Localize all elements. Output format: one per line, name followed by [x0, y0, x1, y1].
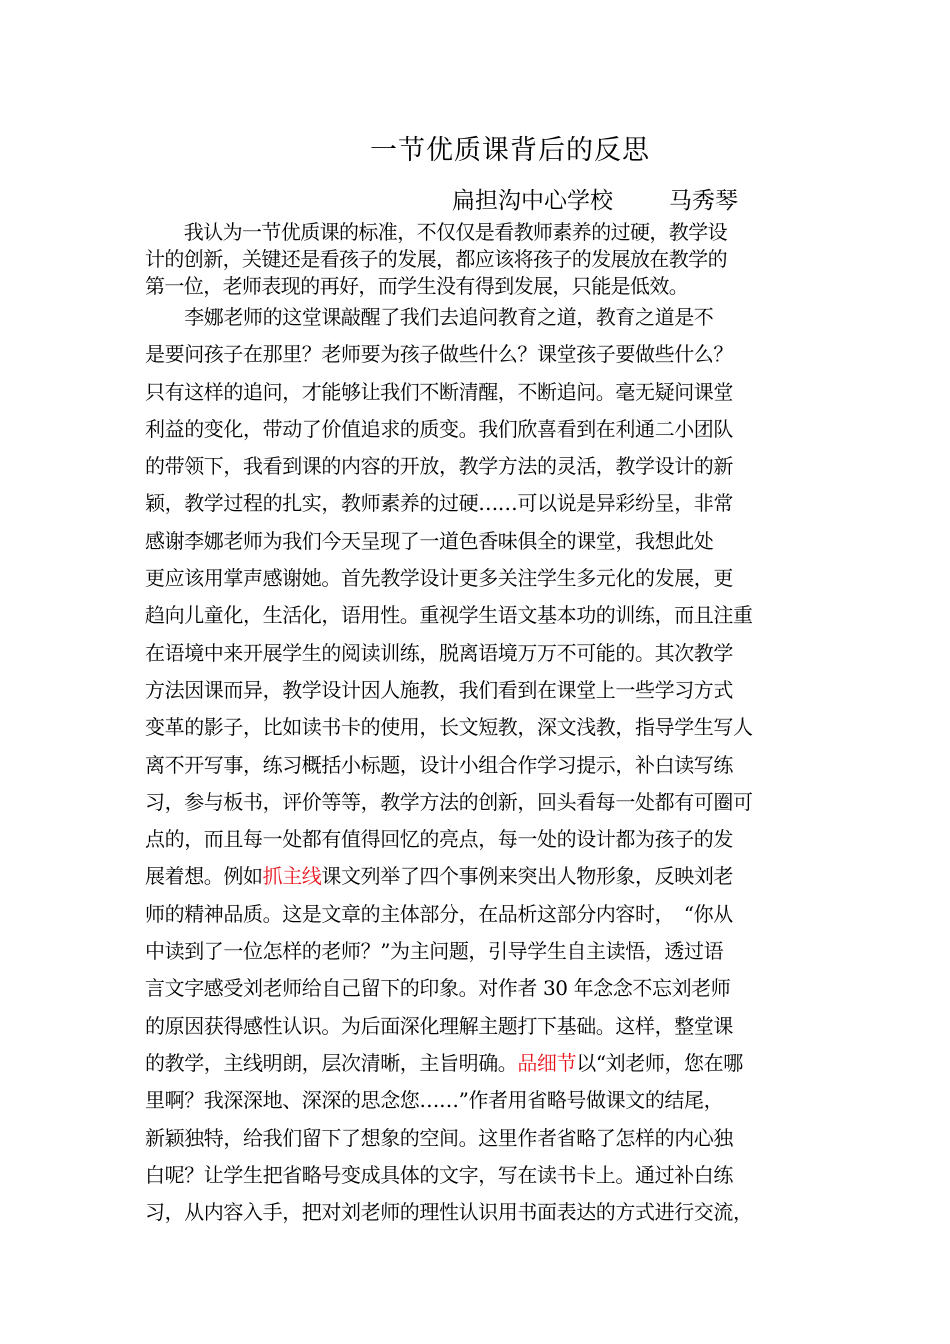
body-line: 的带领下，我看到课的内容的开放，教学方法的灵活，教学设计的新 — [145, 454, 733, 479]
body-line: 变革的影子，比如读书卡的使用，长文短教，深文浅教，指导学生写人 — [145, 715, 753, 740]
highlight-keyword: 品细节 — [517, 1050, 577, 1075]
body-line: 白呢？让学生把省略号变成具体的文字，写在读书卡上。通过补白练 — [145, 1162, 733, 1187]
document-title: 一节优质课背后的反思 — [370, 135, 650, 166]
body-line: 趋向儿童化，生活化，语用性。重视学生语文基本功的训练，而且注重 — [145, 603, 753, 628]
body-line: 感谢李娜老师为我们今天呈现了一道色香味俱全的课堂，我想此处 — [145, 528, 714, 553]
body-line: 习，从内容入手，把对刘老师的理性认识用书面表达的方式进行交流， — [145, 1200, 753, 1225]
body-line: 师的精神品质。这是文章的主体部分，在品析这部分内容时， “你从 — [145, 901, 733, 926]
body-line: 方法因课而异，教学设计因人施教，我们看到在课堂上一些学习方式 — [145, 677, 733, 702]
author-name: 马秀琴 — [669, 188, 738, 214]
body-line: 在语境中来开展学生的阅读训练，脱离语境万万不可能的。其次教学 — [145, 640, 733, 665]
body-line-highlight — [145, 858, 825, 895]
author-school: 扁担沟中心学校 — [452, 188, 613, 214]
body-line: 颖，教学过程的扎实，教师素养的过硬……可以说是异彩纷呈，非常 — [145, 491, 733, 516]
intro-line: 第一位，老师表现的再好，而学生没有得到发展，只能是低效。 — [145, 274, 689, 298]
body-line: 习，参与板书，评价等等，教学方法的创新，回头看每一处都有可圈可 — [145, 789, 753, 814]
body-line: 离不开写事，练习概括小标题，设计小组合作学习提示，补白读写练 — [145, 752, 733, 777]
body-line: 中读到了一位怎样的老师？”为主问题，引导学生自主读悟，透过语 — [145, 939, 724, 964]
body-line: 新颖独特，给我们留下了想象的空间。这里作者省略了怎样的内心独 — [145, 1125, 733, 1150]
body-line: 利益的变化，带动了价值追求的质变。我们欣喜看到在利通二小团队 — [145, 416, 733, 441]
body-line: 言文字感受刘老师给自己留下的印象。对作者 30 年念念不忘刘老师 — [145, 976, 731, 1001]
body-paragraph — [145, 299, 825, 1231]
intro-line: 我认为一节优质课的标准，不仅仅是看教师素养的过硬，教学设 — [145, 220, 727, 244]
body-line: 只有这样的追问，才能够让我们不断清醒，不断追问。毫无疑问课堂 — [145, 379, 733, 404]
line-text: 展着想。例如 — [145, 864, 263, 889]
body-line: 的原因获得感性认识。为后面深化理解主题打下基础。这样，整堂课 — [145, 1013, 733, 1038]
line-text: 以“刘老师，您在哪 — [576, 1050, 743, 1075]
body-line: 是要问孩子在那里？老师要为孩子做些什么？课堂孩子要做些什么？ — [145, 342, 733, 367]
line-text: 的教学，主线明朗，层次清晰，主旨明确。 — [145, 1050, 518, 1075]
body-line: 更应该用掌声感谢她。首先教学设计更多关注学生多元化的发展，更 — [145, 566, 733, 591]
intro-line: 计的创新，关键还是看孩子的发展，都应该将孩子的发展放在教学的 — [145, 247, 727, 271]
author-line — [452, 182, 738, 215]
body-line: 李娜老师的这堂课敲醒了我们去追问教育之道，教育之道是不 — [145, 305, 714, 329]
highlight-keyword: 抓主线 — [262, 864, 322, 889]
body-line: 里啊？我深深地、深深的思念您……”作者用省略号做课文的结尾， — [145, 1088, 724, 1113]
line-text: 课文列举了四个事例来突出人物形象，反映刘老 — [321, 864, 734, 889]
body-line-highlight — [145, 1045, 825, 1082]
body-line: 点的，而且每一处都有值得回忆的亮点，每一处的设计都为孩子的发 — [145, 827, 733, 852]
intro-paragraph — [145, 219, 810, 300]
